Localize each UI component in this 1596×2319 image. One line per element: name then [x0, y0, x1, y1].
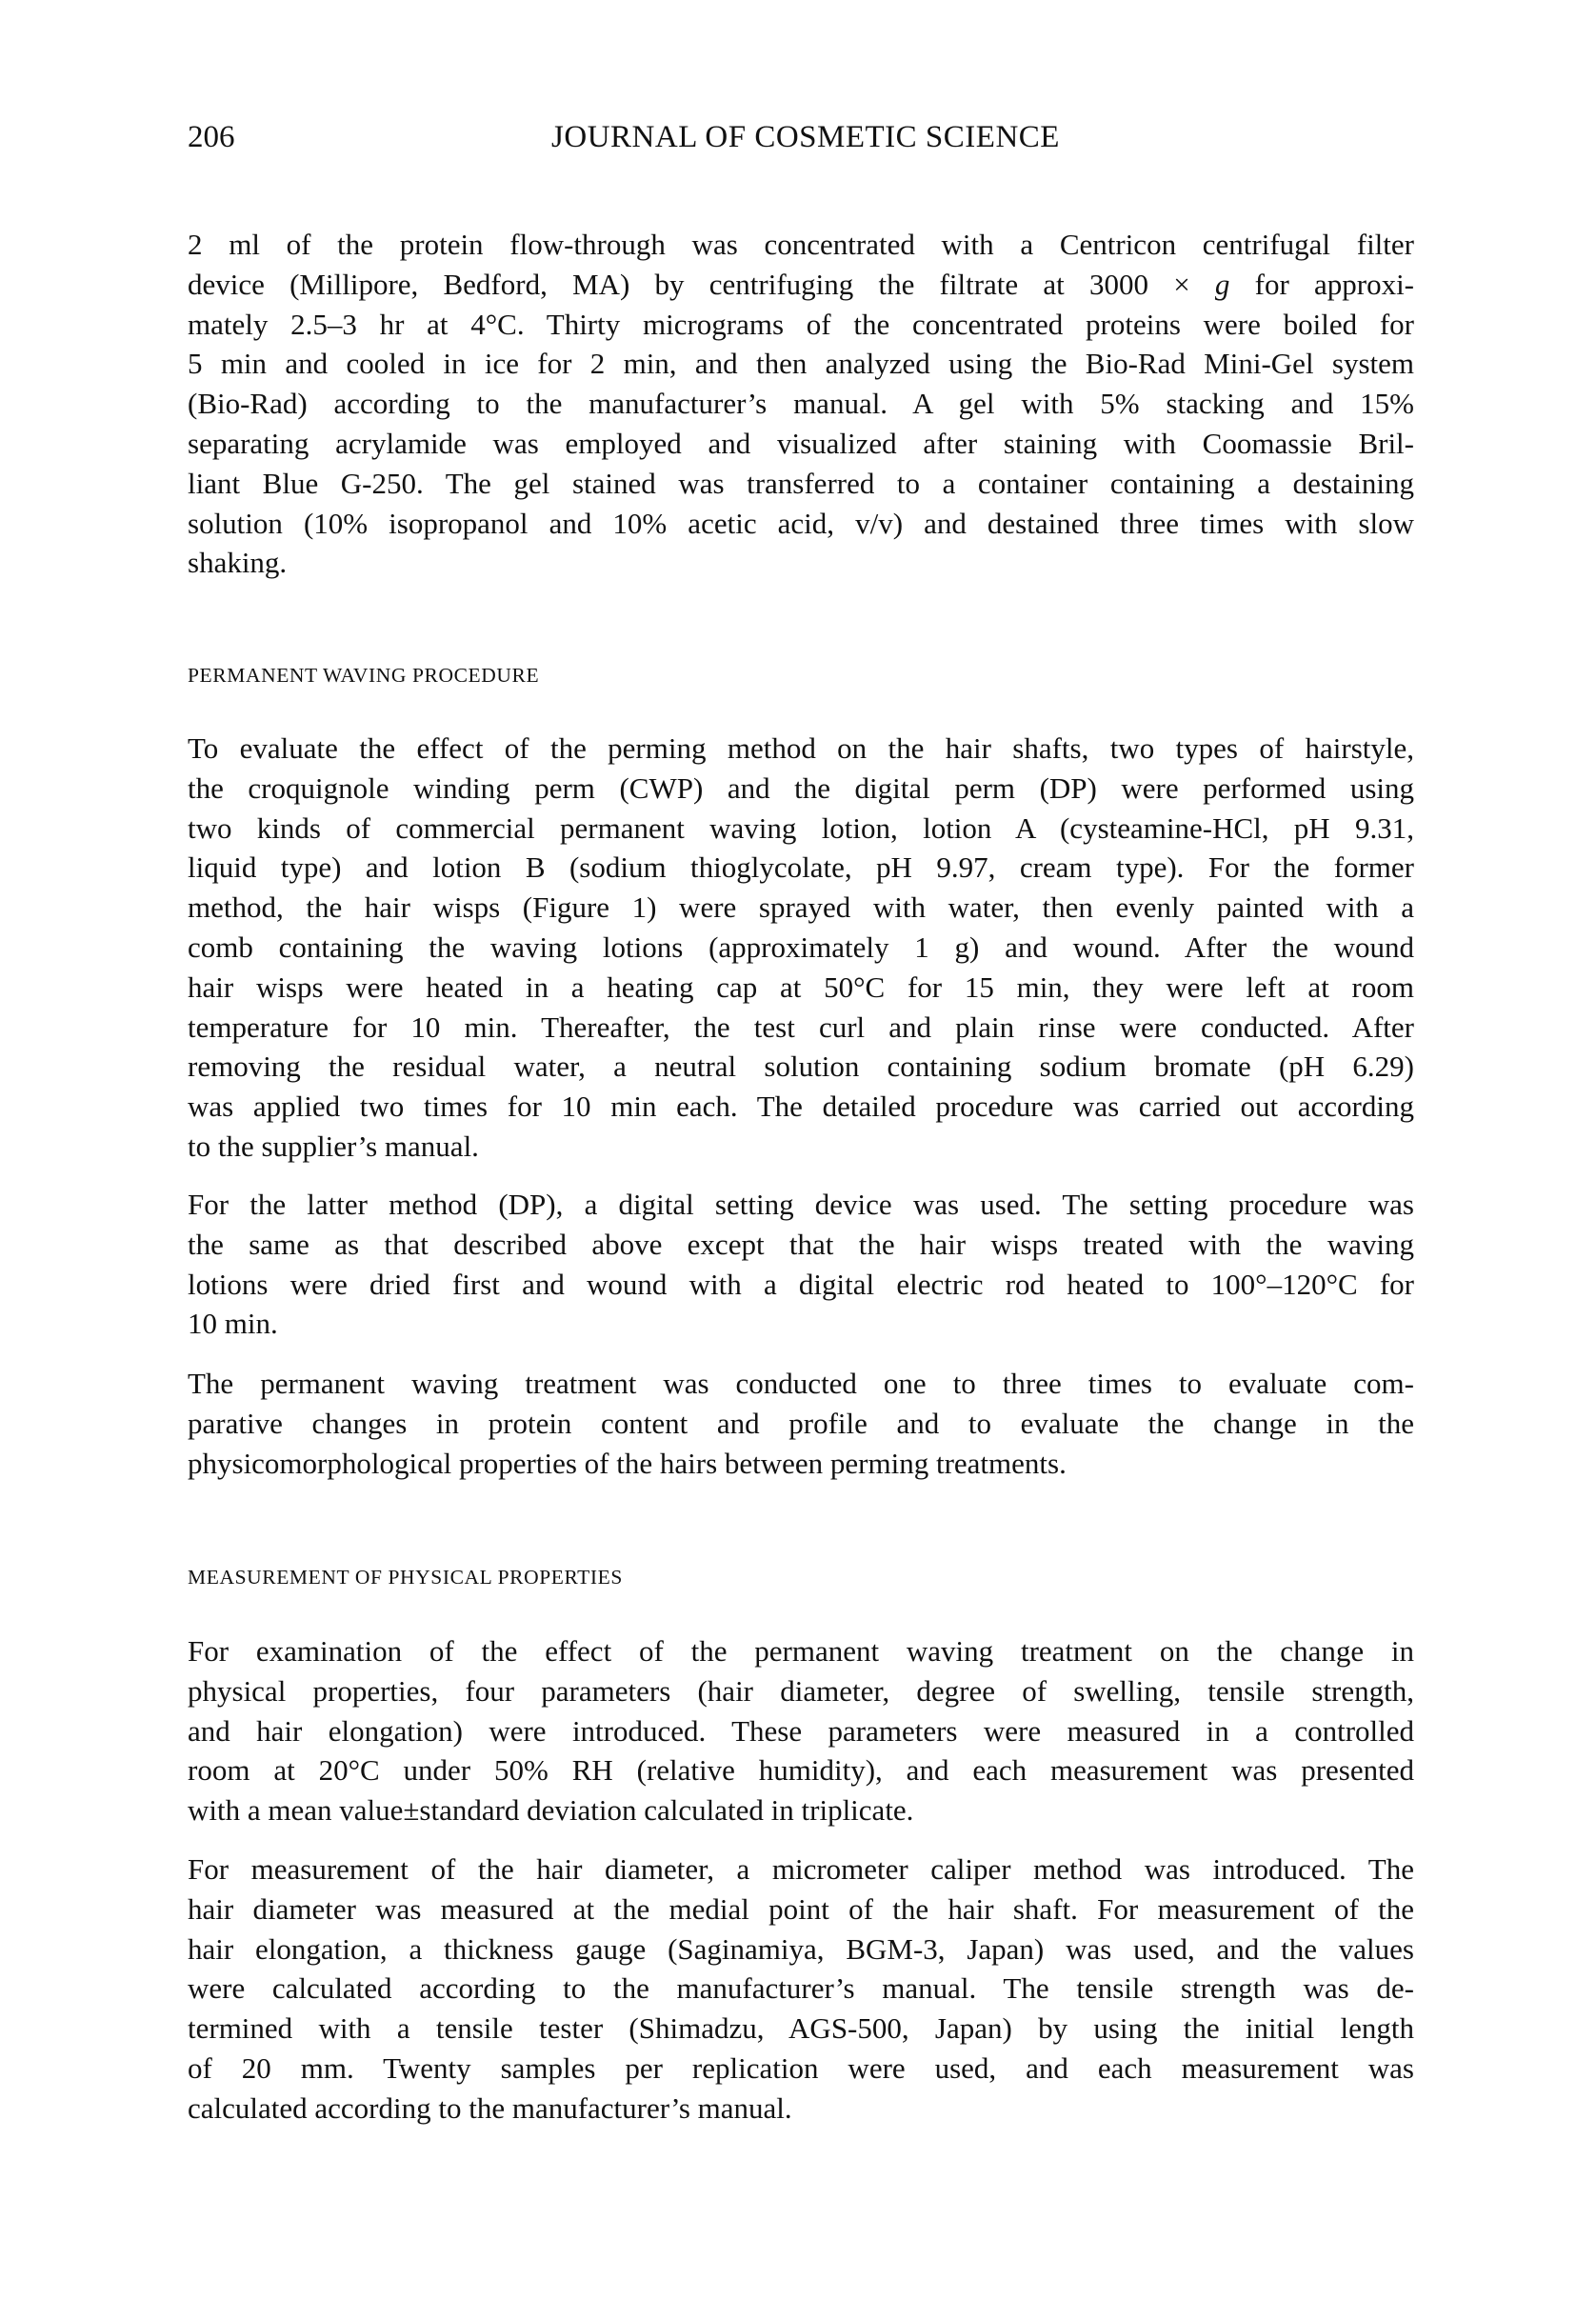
text-line: (Bio-Rad) according to the manufacturer’s manual. A gel with 5% stacking and 15%: [188, 387, 1414, 421]
text-line: removing the residual water, a neutral solution containing sodium bromate (pH 6.29): [188, 1050, 1414, 1084]
text-line: hair wisps were heated in a heating cap at 50°C for 15 min, they were left at room: [188, 970, 1414, 1004]
text-line: [188, 265, 1414, 305]
text-line: 5 min and cooled in ice for 2 min, and then analyzed using the Bio-Rad Mini-Gel system: [188, 347, 1414, 381]
text-line: liquid type) and lotion B (sodium thioglycolate, pH 9.97, cream type). For the former: [188, 850, 1414, 885]
text-line: hair elongation, a thickness gauge (Saginamiya, BGM-3, Japan) was used, and the values: [188, 1931, 1414, 1966]
text-line: For the latter method (DP), a digital setting device was used. The setting procedure was: [188, 1188, 1414, 1221]
running-head: [188, 116, 1414, 158]
text-line: separating acrylamide was employed and visualized after staining with Coomassie Bril-: [188, 426, 1414, 460]
paragraph-physical-parameters: [188, 1631, 1414, 1830]
text-line: shaking.: [188, 546, 288, 580]
text-line: temperature for 10 min. Thereafter, the test curl and plain rinse were conducted. After: [188, 1010, 1414, 1044]
text-line: physical properties, four parameters (hair diameter, degree of swelling, tensile strength,: [188, 1673, 1414, 1708]
text-line: hair diameter was measured at the medial point of the hair shaft. For measurement of the: [188, 1891, 1414, 1926]
paragraph-treatment-repetition: [188, 1364, 1414, 1483]
text-line: physicomorphological properties of the hairs between perming treatments.: [188, 1446, 1067, 1480]
text-line: and hair elongation) were introduced. These parameters were measured in a controlled: [188, 1713, 1414, 1748]
text-line: to the supplier’s manual.: [188, 1129, 479, 1163]
paragraph-perming-methods: [188, 729, 1414, 1167]
text-line: of 20 mm. Twenty samples per replication were used, and each measurement was: [188, 2050, 1414, 2085]
page-number: 206: [188, 120, 235, 154]
text-line: calculated according to the manufacturer’s manual.: [188, 2090, 792, 2125]
section-heading-physical-properties: MEASUREMENT OF PHYSICAL PROPERTIES: [188, 1566, 623, 1589]
text-line: liant Blue G-250. The gel stained was transferred to a container containing a destaining: [188, 466, 1414, 500]
text-line: two kinds of commercial permanent waving lotion, lotion A (cysteamine-HCl, pH 9.31,: [188, 810, 1414, 845]
text-line: was applied two times for 10 min each. The detailed procedure was carried out according: [188, 1090, 1414, 1124]
text-line: the croquignole winding perm (CWP) and the digital perm (DP) were performed using: [188, 770, 1414, 805]
gravity-symbol: g: [1214, 267, 1230, 301]
text-line: comb containing the waving lotions (approximately 1 g) and wound. After the wound: [188, 930, 1414, 964]
text-line: 2 ml of the protein flow-through was concentrated with a Centricon centrifugal filter: [188, 228, 1414, 261]
text-line: For measurement of the hair diameter, a micrometer caliper method was introduced. The: [188, 1852, 1414, 1886]
text-line: For examination of the effect of the permanent waving treatment on the change in: [188, 1634, 1414, 1668]
text-line: were calculated according to the manufacturer’s manual. The tensile strength was de-: [188, 1971, 1414, 2006]
section-heading-permanent-waving: PERMANENT WAVING PROCEDURE: [188, 664, 540, 687]
text-line: To evaluate the effect of the perming method on the hair shafts, two types of hairstyle,: [188, 731, 1414, 765]
text-line: the same as that described above except that the hair wisps treated with the waving: [188, 1227, 1414, 1261]
text-line: 10 min.: [188, 1307, 278, 1341]
text-line: room at 20°C under 50% RH (relative humidity), and each measurement was presented: [188, 1753, 1414, 1788]
journal-title: JOURNAL OF COSMETIC SCIENCE: [551, 120, 1060, 154]
text-line: mately 2.5–3 hr at 4°C. Thirty micrograms of the concentrated proteins were boiled for: [188, 307, 1414, 341]
text-line: The permanent waving treatment was conducted one to three times to evaluate com-: [188, 1367, 1414, 1400]
paragraph-protein-concentration: [188, 225, 1414, 583]
paragraph-digital-perm: [188, 1185, 1414, 1344]
text-line-content: device (Millipore, Bedford, MA) by centrifuging the filtrate at 3000 × g for approxi-: [188, 267, 1415, 301]
text-line: method, the hair wisps (Figure 1) were sprayed with water, then evenly painted with a: [188, 890, 1414, 925]
text-line: lotions were dried first and wound with a digital electric rod heated to 100°–120°C for: [188, 1267, 1414, 1301]
text-line: with a mean value±standard deviation calculated in triplicate.: [188, 1793, 914, 1828]
text-line: solution (10% isopropanol and 10% acetic acid, v/v) and destained three times with slow: [188, 506, 1414, 540]
text-line: termined with a tensile tester (Shimadzu, AGS-500, Japan) by using the initial length: [188, 2011, 1414, 2046]
paragraph-measurement-methods: [188, 1849, 1414, 2129]
text-line: parative changes in protein content and profile and to evaluate the change in the: [188, 1406, 1414, 1440]
